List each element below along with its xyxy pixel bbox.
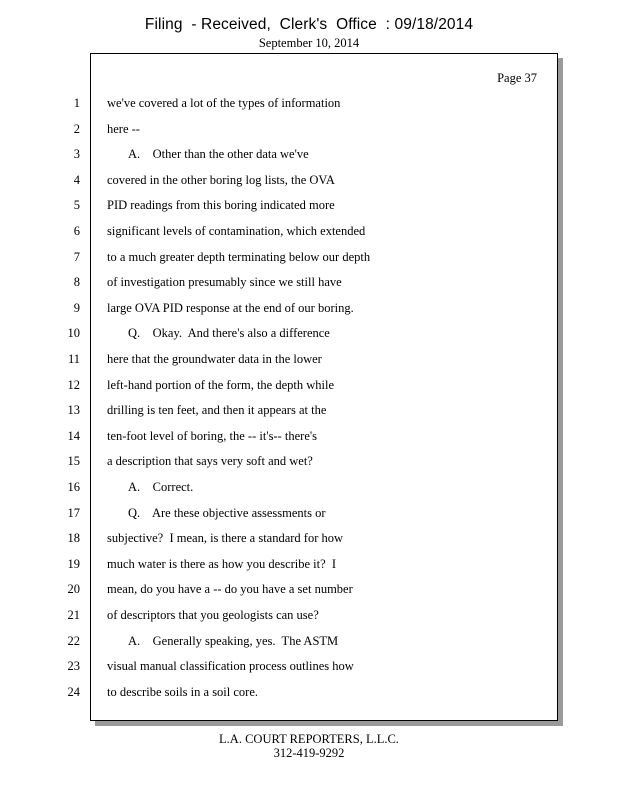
line-number: 11 — [67, 352, 80, 366]
line-number: 7 — [73, 250, 80, 264]
transcript-line: here that the groundwater data in the lower — [107, 352, 322, 366]
transcript-line: we've covered a lot of the types of information — [107, 96, 341, 110]
transcript-line: of descriptors that you geologists can use? — [107, 608, 319, 622]
line-number: 1 — [73, 96, 80, 110]
court-reporter-name: L.A. COURT REPORTERS, L.L.C. — [219, 732, 399, 746]
transcript-line: covered in the other boring log lists, the OVA — [107, 173, 335, 187]
line-number: 24 — [67, 685, 80, 699]
line-number: 3 — [73, 147, 80, 161]
line-number: 17 — [67, 506, 80, 520]
hearing-date: September 10, 2014 — [258, 36, 360, 50]
transcript-line: A. Other than the other data we've — [128, 147, 309, 161]
line-number: 23 — [67, 659, 80, 673]
line-number: 8 — [73, 275, 80, 289]
transcript-line: here -- — [107, 122, 140, 136]
line-number: 16 — [67, 480, 80, 494]
transcript-line: significant levels of contamination, which extended — [107, 224, 366, 238]
transcript-line: A. Correct. — [128, 480, 194, 494]
line-number: 19 — [67, 557, 80, 571]
transcript-line: to describe soils in a soil core. — [107, 685, 259, 699]
page-number: Page 37 — [497, 71, 537, 85]
transcript-line: of investigation presumably since we still have — [107, 275, 342, 289]
transcript-line: large OVA PID response at the end of our boring. — [107, 301, 354, 315]
filing-stamp: Filing - Received, Clerk's Office : 09/18/2014 — [144, 16, 474, 33]
line-number: 6 — [73, 224, 80, 238]
transcript-line: to a much greater depth terminating below our depth — [107, 250, 371, 264]
transcript-line: drilling is ten feet, and then it appears at the — [107, 403, 327, 417]
line-number: 4 — [73, 173, 80, 187]
transcript-line: visual manual classification process outlines how — [107, 659, 354, 673]
line-number: 2 — [73, 122, 80, 136]
transcript-line: left-hand portion of the form, the depth while — [107, 378, 335, 392]
transcript-line: Q. Okay. And there's also a difference — [128, 326, 330, 340]
transcript-line: ten-foot level of boring, the -- it's-- there's — [107, 429, 317, 443]
transcript-line: a description that says very soft and wet? — [107, 454, 313, 468]
court-reporter-phone: 312-419-9292 — [273, 746, 345, 760]
line-number: 5 — [73, 198, 80, 212]
transcript-line: A. Generally speaking, yes. The ASTM — [128, 634, 339, 648]
line-number: 15 — [67, 454, 80, 468]
transcript-line: much water is there as how you describe it? I — [107, 557, 337, 571]
line-number: 10 — [67, 326, 80, 340]
line-number: 13 — [67, 403, 80, 417]
transcript-line: PID readings from this boring indicated more — [107, 198, 335, 212]
line-number: 18 — [67, 531, 80, 545]
line-number: 22 — [67, 634, 80, 648]
line-number: 14 — [67, 429, 80, 443]
transcript-line: Q. Are these objective assessments or — [128, 506, 326, 520]
line-number: 21 — [67, 608, 80, 622]
line-number: 9 — [73, 301, 80, 315]
line-number: 20 — [67, 582, 80, 596]
line-number: 12 — [67, 378, 80, 392]
transcript-line: subjective? I mean, is there a standard for how — [107, 531, 344, 545]
transcript-line: mean, do you have a -- do you have a set number — [107, 582, 353, 596]
